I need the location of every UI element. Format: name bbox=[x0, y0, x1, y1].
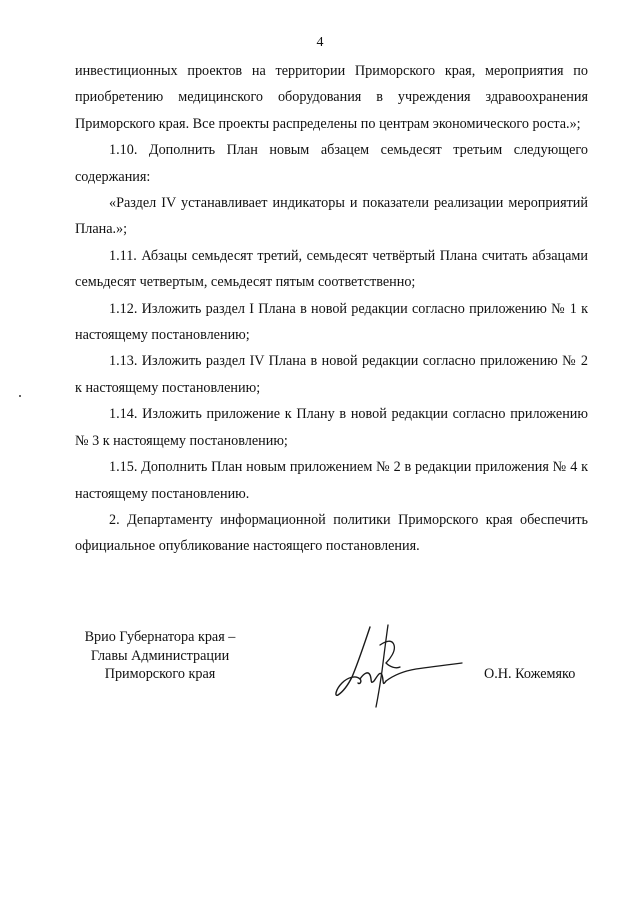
paragraph-1-15: 1.15. Дополнить План новым приложением № 2 в редакции приложения № 4 к настоящему постановлению. bbox=[75, 459, 588, 502]
position-line: Главы Администрации bbox=[90, 647, 230, 664]
signatory-position bbox=[70, 628, 250, 684]
page-number: 4 bbox=[316, 35, 324, 50]
position-line: Врио Губернатора края – bbox=[84, 629, 236, 645]
handwritten-signature bbox=[330, 615, 465, 710]
paragraph-1-10: 1.10. Дополнить План новым абзацем семьдесят третьим следующего содержания: bbox=[75, 142, 588, 185]
paragraph-2: 2. Департаменту информационной политики Приморского края обеспечить официальное опубликование настоящего постановления. bbox=[75, 511, 588, 555]
paragraph-1-13: 1.13. Изложить раздел IV Плана в новой редакции согласно приложению № 2 к настоящему постановлению; bbox=[75, 353, 588, 396]
signatory-name: О.Н. Кожемяко bbox=[484, 666, 576, 682]
paragraph-1-11: 1.11. Абзацы семьдесят третий, семьдесят четвёртый Плана считать абзацами семьдесят четвертым, семьдесят пятым соответственно; bbox=[75, 247, 588, 291]
document-body bbox=[75, 58, 588, 560]
position-line: Приморского края bbox=[104, 666, 216, 682]
paragraph-continuation: инвестиционных проектов на территории Приморского края, мероприятия по приобретению медицинского оборудования в учреждения здравоохранения Приморского края. Все проекты распределены по центрам экономического роста.»; bbox=[75, 63, 588, 132]
margin-mark bbox=[19, 395, 21, 397]
paragraph-1-14: 1.14. Изложить приложение к Плану в новой редакции согласно приложению № 3 к настоящему постановлению; bbox=[75, 406, 588, 449]
paragraph-quote-section-iv: «Раздел IV устанавливает индикаторы и показатели реализации мероприятий Плана.»; bbox=[75, 195, 588, 238]
paragraph-1-12: 1.12. Изложить раздел I Плана в новой редакции согласно приложению № 1 к настоящему постановлению; bbox=[75, 300, 588, 344]
